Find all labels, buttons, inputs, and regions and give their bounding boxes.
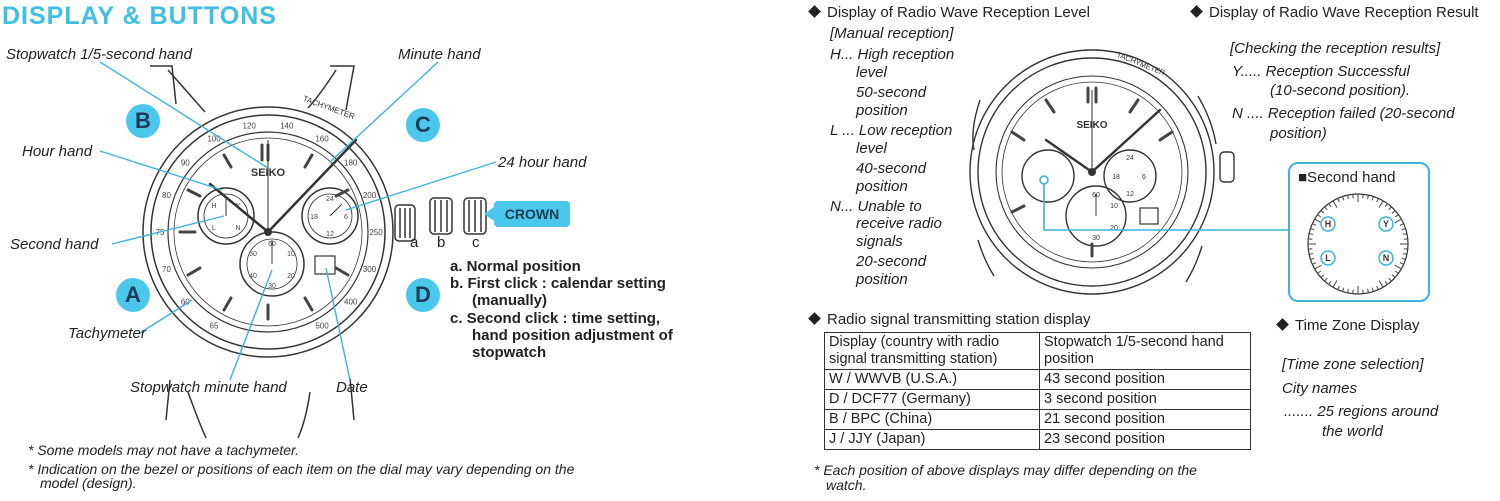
timezone-header: Time Zone Display — [1278, 317, 1419, 334]
diamond-icon — [1190, 5, 1203, 18]
second-hand-dial — [1290, 190, 1428, 300]
inset-mark-y: Y — [1382, 219, 1390, 229]
inset-tick — [1389, 278, 1392, 281]
bezel-number: 60 — [180, 297, 190, 307]
inset-tick — [1315, 265, 1322, 269]
station-table — [824, 332, 1251, 450]
dial-logo: SEIKO — [250, 167, 286, 179]
bezel-number: 90 — [180, 158, 190, 168]
station-header: Radio signal transmitting station display — [810, 311, 1090, 328]
crown-position-b-cont: (manually) — [472, 292, 548, 309]
note-tachymeter: * Some models may not have a tachymeter. — [28, 442, 300, 458]
inset-tick — [1309, 254, 1313, 255]
bezel-number: 300 — [362, 264, 377, 274]
table-header-cell: Stopwatch 1/5-second hand position — [1040, 333, 1251, 370]
reception-result-line: [Checking the reception results] — [1230, 40, 1441, 57]
reception-level-line: position — [856, 178, 908, 195]
bezel-number: 80 — [162, 191, 171, 201]
timezone-line: [Time zone selection] — [1282, 356, 1424, 373]
inset-tick — [1372, 288, 1373, 292]
reception-level-header: Display of Radio Wave Reception Level — [810, 4, 1090, 21]
reception-level-line: level — [856, 64, 887, 81]
inset-tick — [1372, 196, 1373, 200]
reception-level-line: 20-second — [856, 253, 927, 270]
inset-tick — [1377, 286, 1379, 290]
subdial-right-mark: 24 — [326, 196, 334, 203]
label-stopwatch-fifth-hand: Stopwatch 1/5-second hand — [6, 46, 192, 63]
inset-tick — [1348, 195, 1349, 199]
bezel-number: 500 — [315, 321, 329, 331]
inset-tick — [1333, 280, 1337, 287]
bezel-number: 180 — [344, 158, 358, 168]
subdial-bottom-mark: 20 — [1110, 225, 1118, 232]
inset-tick — [1392, 275, 1395, 278]
reception-level-line: [Manual reception] — [830, 25, 954, 42]
inset-tick — [1321, 211, 1324, 214]
inset-tick — [1368, 289, 1369, 293]
button-c-badge: C — [406, 108, 440, 142]
label-date: Date — [336, 379, 368, 396]
inset-tick — [1310, 229, 1314, 230]
inset-tick — [1343, 288, 1344, 292]
reception-level-line: position — [856, 102, 908, 119]
reception-level-line: signals — [856, 233, 903, 250]
inset-tick — [1329, 204, 1331, 207]
inset-tick — [1333, 201, 1337, 208]
button-a-badge: A — [116, 278, 150, 312]
reception-level-line: H... High reception — [830, 46, 955, 63]
timezone-line: ....... 25 regions around — [1284, 403, 1439, 420]
reception-result-line: N .... Reception failed (20-second — [1232, 105, 1455, 122]
inset-tick — [1400, 263, 1404, 265]
crown-position-b: b. First click : calendar setting — [450, 275, 666, 292]
note-bezel: * Indication on the bezel or positions of each item on the dial may vary depending on the — [28, 461, 575, 477]
diamond-icon — [808, 312, 821, 325]
inset-tick — [1385, 204, 1387, 207]
inset-tick — [1394, 219, 1401, 223]
inset-mark-l: L — [1325, 253, 1331, 263]
inset-tick — [1318, 215, 1321, 217]
button-d-badge: D — [406, 278, 440, 312]
reception-level-line: position — [856, 271, 908, 288]
table-header-row — [825, 333, 1251, 370]
reception-level-line: 40-second — [856, 160, 927, 177]
inset-tick — [1394, 265, 1401, 269]
inset-tick — [1312, 263, 1316, 265]
crown-position-c-cont: hand position adjustment of — [472, 327, 673, 344]
inset-tick — [1392, 211, 1395, 214]
label-hour-hand: Hour hand — [22, 143, 93, 160]
subdial-right-mark: 18 — [310, 214, 318, 221]
inset-tick — [1395, 215, 1398, 217]
bezel-number: 70 — [162, 264, 171, 274]
crown-label: CROWN — [494, 201, 570, 227]
subdial-right-mark: 12 — [1126, 191, 1134, 198]
inset-tick — [1318, 271, 1321, 273]
subdial-right-mark: 24 — [1126, 155, 1134, 162]
bezel-number: 250 — [369, 228, 383, 237]
reception-level-line: L ... Low reception — [830, 122, 953, 139]
inset-tick — [1321, 275, 1324, 278]
label-tachymeter: Tachymeter — [68, 325, 146, 342]
subdial-bottom-mark: 10 — [287, 251, 295, 258]
inset-tick — [1338, 198, 1340, 202]
label-second-hand: Second hand — [10, 236, 99, 253]
reception-level-line: level — [856, 140, 887, 157]
reception-level-line: receive radio — [856, 215, 942, 232]
reception-result-line: (10-second position). — [1270, 82, 1411, 99]
inset-mark-h: H — [1324, 219, 1332, 229]
inset-tick — [1338, 286, 1340, 290]
subdial-left-mark: Y — [235, 203, 241, 210]
inset-tick — [1325, 278, 1328, 281]
inset-tick — [1403, 254, 1407, 255]
subdial-left-mark: H — [211, 203, 217, 210]
inset-tick — [1403, 234, 1407, 235]
timezone-line: the world — [1322, 423, 1383, 440]
reception-result-header: Display of Radio Wave Reception Result — [1192, 4, 1479, 21]
inset-tick — [1395, 271, 1398, 273]
second-hand-inset — [1288, 162, 1430, 302]
bezel-label: TACHYMETER — [1115, 49, 1167, 78]
inset-tick — [1402, 229, 1406, 230]
station-note-cont: watch. — [826, 477, 867, 493]
reception-result-line: position) — [1270, 125, 1327, 142]
second-hand-title: ■Second hand — [1298, 169, 1396, 186]
bezel-number: 75 — [155, 228, 165, 237]
diamond-icon — [808, 5, 821, 18]
label-stopwatch-minute-hand: Stopwatch minute hand — [130, 379, 287, 396]
inset-tick — [1400, 224, 1404, 226]
inset-tick — [1348, 289, 1349, 293]
subdial-bottom-mark: 60 — [1092, 192, 1100, 199]
subdial-right-mark: 6 — [344, 214, 348, 221]
station-note: * Each position of above displays may differ depending on the — [814, 462, 1197, 478]
subdial-bottom-mark: 10 — [1110, 203, 1118, 210]
page-title: DISPLAY & BUTTONS — [2, 2, 277, 30]
inset-tick — [1389, 207, 1392, 210]
bezel-number: 160 — [315, 134, 329, 144]
subdial-right-mark: 18 — [1112, 174, 1120, 181]
bezel-number: 120 — [242, 121, 256, 131]
bezel-label: TACHYMETER — [301, 94, 357, 122]
subdial-bottom-mark: 60 — [268, 241, 276, 248]
table-row: W / WWVB (U.S.A.) 43 second position — [825, 370, 1251, 390]
inset-tick — [1377, 198, 1379, 202]
bezel-number: 65 — [209, 321, 219, 331]
note-bezel-cont: model (design). — [40, 475, 137, 491]
subdial-right-mark: 12 — [326, 231, 334, 238]
subdial-right-mark: 6 — [1142, 174, 1146, 181]
crown-pos-c: c — [472, 234, 480, 251]
subdial-left-mark: L — [212, 225, 216, 232]
bezel-number: 200 — [362, 191, 377, 201]
inset-tick — [1379, 280, 1383, 287]
button-b-badge: B — [126, 104, 160, 138]
crown-position-c: c. Second click : time setting, — [450, 310, 661, 327]
inset-tick — [1325, 207, 1328, 210]
reception-level-line: 50-second — [856, 84, 927, 101]
label-minute-hand: Minute hand — [398, 46, 481, 63]
inset-tick — [1379, 201, 1383, 208]
subdial-bottom-mark: 40 — [249, 273, 257, 280]
inset-tick — [1368, 195, 1369, 199]
crown-pos-b: b — [437, 234, 446, 251]
inset-mark-n: N — [1382, 253, 1390, 263]
bezel-number: 400 — [344, 297, 358, 307]
bezel-number: 140 — [280, 121, 294, 131]
diamond-icon — [1276, 318, 1289, 331]
crown-pos-a: a — [410, 234, 419, 251]
subdial-bottom-mark: 50 — [249, 251, 257, 258]
table-row: J / JJY (Japan) 23 second position — [825, 430, 1251, 450]
inset-tick — [1310, 258, 1314, 259]
dial-logo: SEIKO — [1076, 120, 1108, 131]
inset-tick — [1329, 281, 1331, 284]
crown-position-a: a. Normal position — [450, 258, 581, 275]
label-24-hour-hand: 24 hour hand — [498, 154, 587, 171]
table-row: B / BPC (China) 21 second position — [825, 410, 1251, 430]
subdial-bottom-mark: 20 — [287, 273, 295, 280]
reception-result-line: Y..... Reception Successful — [1232, 63, 1410, 80]
bezel-number: 100 — [207, 134, 221, 144]
watch-diagram-left — [0, 0, 720, 440]
table-row: D / DCF77 (Germany) 3 second position — [825, 390, 1251, 410]
subdial-bottom-mark: 30 — [268, 283, 276, 290]
inset-tick — [1402, 258, 1406, 259]
table-header-cell: Display (country with radio signal transmitting station) — [825, 333, 1040, 370]
inset-tick — [1309, 234, 1313, 235]
crown-position-c-cont2: stopwatch — [472, 344, 547, 361]
subdial-bottom-mark: 30 — [1092, 235, 1100, 242]
reception-level-line: N... Unable to — [830, 198, 922, 215]
inset-tick — [1312, 224, 1316, 226]
subdial-left-mark: N — [235, 225, 241, 232]
inset-tick — [1343, 196, 1344, 200]
inset-tick — [1385, 281, 1387, 284]
timezone-line: City names — [1282, 380, 1358, 397]
